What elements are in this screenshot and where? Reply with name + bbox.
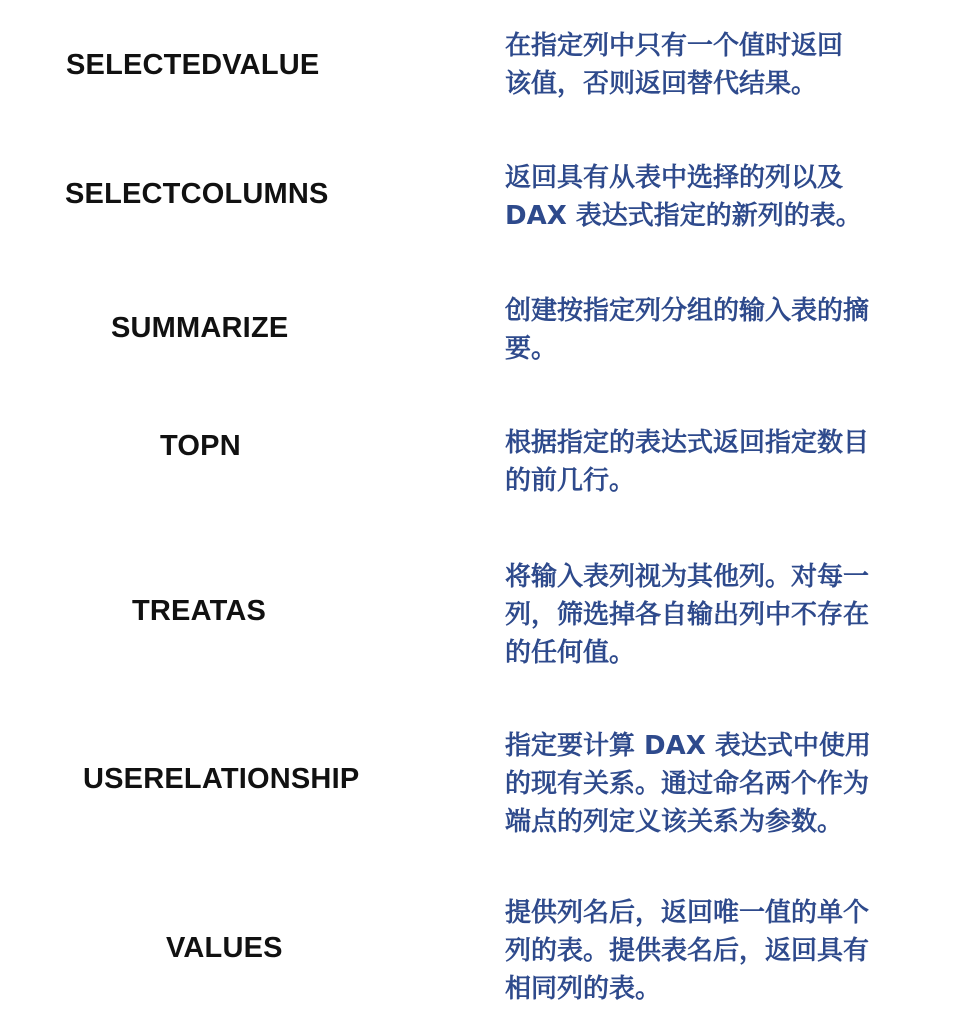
description-selectcolumns [505,159,935,235]
description-userelationship [505,727,935,841]
function-name-selectedvalue: SELECTEDVALUE [66,49,320,81]
description-summarize [505,292,935,368]
description-line: 该值，否则返回替代结果。 [505,69,818,99]
function-name-userelationship: USERELATIONSHIP [83,763,360,795]
description-line: 在指定列中只有一个值时返回 [505,31,844,61]
description-values [505,894,935,1008]
description-line: 端点的列定义该关系为参数。 [505,807,844,837]
description-line: DAX 表达式指定的新列的表。 [505,201,862,231]
description-line: 将输入表列视为其他列。对每一 [505,562,870,592]
description-line: 相同列的表。 [505,974,662,1004]
description-selectedvalue [505,27,935,103]
function-name-selectcolumns: SELECTCOLUMNS [65,178,329,210]
description-line: 提供列名后，返回唯一值的单个 [505,898,870,928]
description-line: 的现有关系。通过命名两个作为 [505,769,870,799]
description-line: 根据指定的表达式返回指定数目 [505,428,870,458]
function-name-treatas: TREATAS [132,595,267,627]
description-line: 列的表。提供表名后，返回具有 [505,936,870,966]
description-line: 指定要计算 DAX 表达式中使用 [505,731,871,761]
description-line: 的前几行。 [505,466,636,496]
description-topn [505,424,935,500]
description-line: 创建按指定列分组的输入表的摘 [505,296,870,326]
description-line: 的任何值。 [505,638,636,668]
description-treatas [505,558,935,672]
description-line: 列，筛选掉各自输出列中不存在 [505,600,870,630]
function-name-topn: TOPN [160,430,241,462]
function-name-summarize: SUMMARIZE [111,312,289,344]
description-line: 返回具有从表中选择的列以及 [505,163,844,193]
description-line: 要。 [505,334,558,364]
function-name-values: VALUES [166,932,283,964]
